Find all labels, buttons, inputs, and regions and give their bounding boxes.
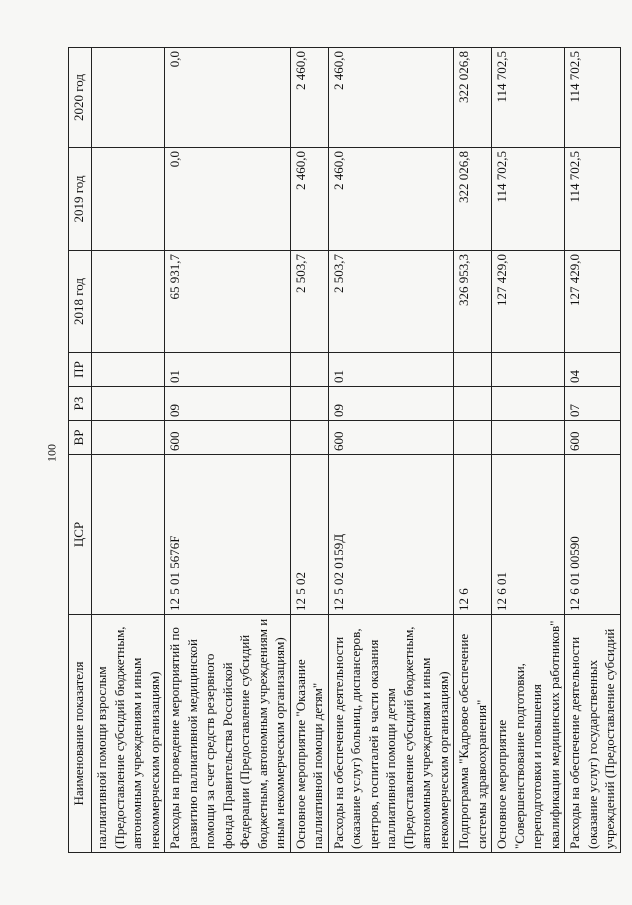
cell-y2019: 114 702,5 <box>492 148 565 251</box>
header-vr: ВР <box>69 421 92 455</box>
cell-csr: 12 6 01 <box>492 455 565 615</box>
cell-rz: 09 <box>165 387 291 421</box>
cell-name: Основное мероприятие "Совершенствование подготовки, переподготовки и повышения квалификации медицинских работников" <box>492 615 565 853</box>
cell-y2019: 114 702,5 <box>565 148 621 251</box>
cell-y2018 <box>92 251 165 353</box>
cell-rz <box>454 387 492 421</box>
cell-y2019 <box>92 148 165 251</box>
cell-y2020: 2 460,0 <box>290 48 328 148</box>
cell-vr: 600 <box>328 421 454 455</box>
cell-y2019: 2 460,0 <box>328 148 454 251</box>
cell-y2018: 127 429,0 <box>565 251 621 353</box>
cell-rz: 09 <box>328 387 454 421</box>
table-row <box>492 48 565 853</box>
cell-csr: 12 5 02 0159Д <box>328 455 454 615</box>
cell-pr <box>492 353 565 387</box>
cell-vr <box>454 421 492 455</box>
cell-name: Расходы на обеспечение деятельности (оказание услуг) государственных учреждений (Предоставление субсидий <box>565 615 621 853</box>
cell-rz <box>492 387 565 421</box>
cell-name: Основное мероприятие "Оказание паллиативной помощи детям" <box>290 615 328 853</box>
cell-pr: 01 <box>165 353 291 387</box>
table-row <box>328 48 454 853</box>
cell-y2018: 2 503,7 <box>328 251 454 353</box>
header-2018: 2018 год <box>69 251 92 353</box>
cell-y2018: 65 931,7 <box>165 251 291 353</box>
header-2020: 2020 год <box>69 48 92 148</box>
page-number: 100 <box>44 444 59 462</box>
cell-y2020 <box>92 48 165 148</box>
cell-rz <box>290 387 328 421</box>
cell-y2020: 0,0 <box>165 48 291 148</box>
cell-y2019: 0,0 <box>165 148 291 251</box>
cell-y2020: 114 702,5 <box>492 48 565 148</box>
cell-pr <box>454 353 492 387</box>
cell-vr: 600 <box>565 421 621 455</box>
cell-csr <box>92 455 165 615</box>
cell-pr: 04 <box>565 353 621 387</box>
cell-csr: 12 5 02 <box>290 455 328 615</box>
cell-vr <box>92 421 165 455</box>
cell-csr: 12 5 01 5676F <box>165 455 291 615</box>
cell-name: паллиативной помощи взрослым (Предоставление субсидий бюджетным, автономным учреждениям и иным некоммерческим организациям) <box>92 615 165 853</box>
cell-csr: 12 6 <box>454 455 492 615</box>
cell-name: Расходы на обеспечение деятельности (оказание услуг) больниц, диспансеров, центров, госпиталей в части оказания паллиативной помощи детям (Предоставление субсидий бюджетным, автономным учреждениям и иным некоммерческим организациям) <box>328 615 454 853</box>
table-row <box>565 48 621 853</box>
table-row <box>290 48 328 853</box>
cell-name: Расходы на проведение мероприятий по развитию паллиативной медицинской помощи за счет средств резервного фонда Правительства Российской Федерации (Предоставление субсидий бюджетным, автономным учреждениям и иным некоммерческим организациям) <box>165 615 291 853</box>
cell-pr <box>92 353 165 387</box>
cell-vr <box>290 421 328 455</box>
cell-pr <box>290 353 328 387</box>
cell-y2018: 2 503,7 <box>290 251 328 353</box>
table-row <box>165 48 291 853</box>
header-pr: ПР <box>69 353 92 387</box>
cell-y2018: 127 429,0 <box>492 251 565 353</box>
header-2019: 2019 год <box>69 148 92 251</box>
table-header-row <box>69 48 92 853</box>
cell-name: Подпрограмма "Кадровое обеспечение системы здравоохранения" <box>454 615 492 853</box>
cell-csr: 12 6 01 00590 <box>565 455 621 615</box>
cell-y2020: 114 702,5 <box>565 48 621 148</box>
cell-vr <box>492 421 565 455</box>
budget-table <box>68 47 621 853</box>
rotated-table-container <box>68 48 617 853</box>
cell-vr: 600 <box>165 421 291 455</box>
header-rz: РЗ <box>69 387 92 421</box>
cell-y2020: 322 026,8 <box>454 48 492 148</box>
table-row <box>92 48 165 853</box>
cell-pr: 01 <box>328 353 454 387</box>
cell-rz <box>92 387 165 421</box>
cell-y2019: 322 026,8 <box>454 148 492 251</box>
header-name: Наименование показателя <box>69 615 92 853</box>
cell-y2019: 2 460,0 <box>290 148 328 251</box>
cell-y2018: 326 953,3 <box>454 251 492 353</box>
cell-y2020: 2 460,0 <box>328 48 454 148</box>
cell-rz: 07 <box>565 387 621 421</box>
table-row <box>454 48 492 853</box>
header-csr: ЦСР <box>69 455 92 615</box>
